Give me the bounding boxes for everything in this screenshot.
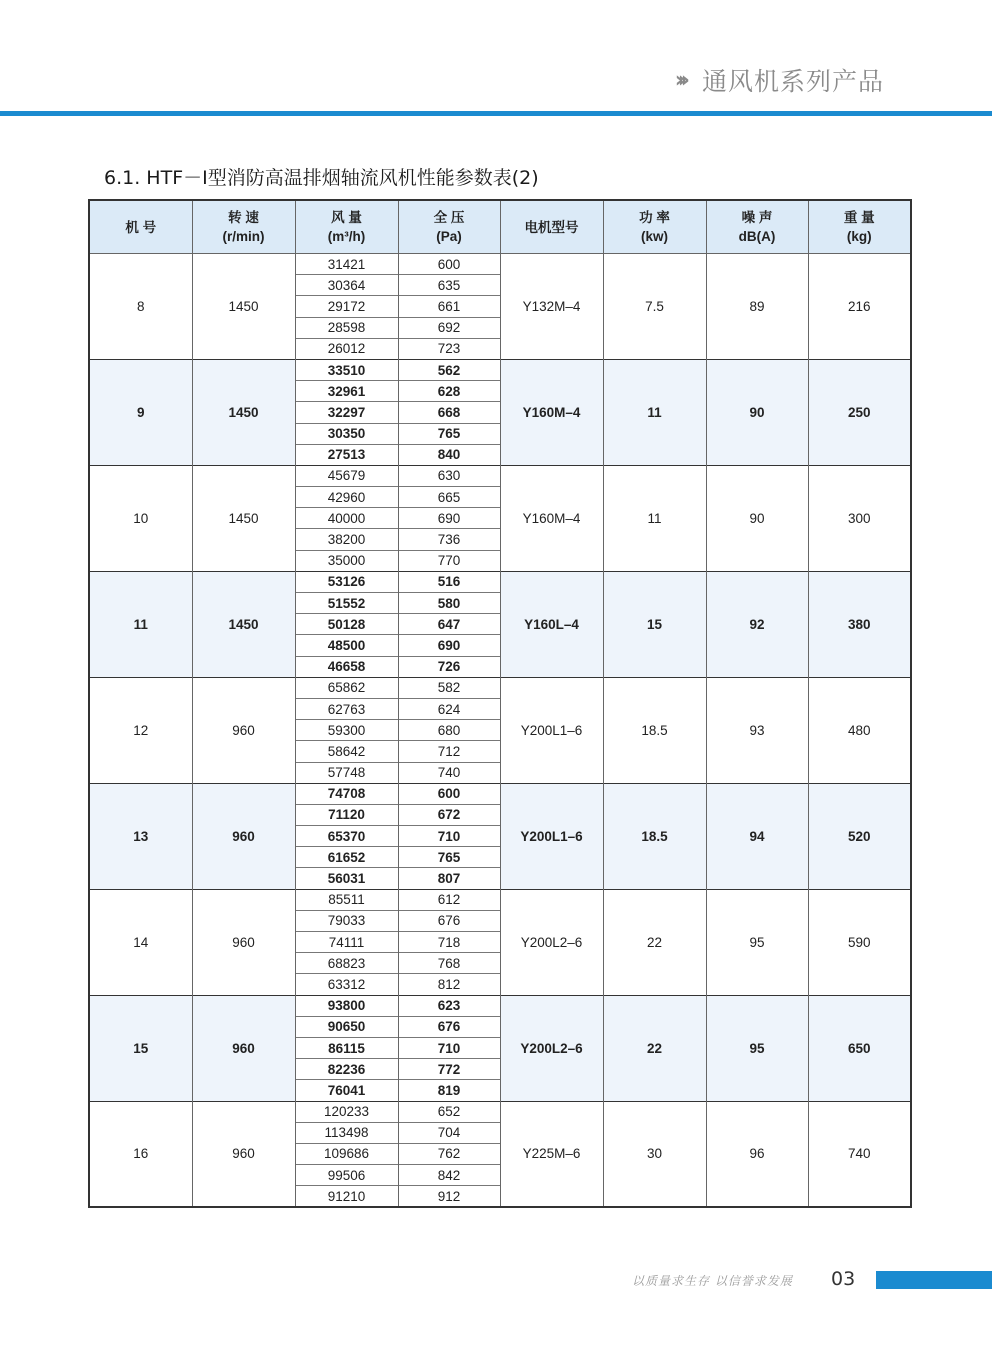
fan-number-cell: 10: [89, 465, 192, 571]
motor-model-cell: Y200L2–6: [500, 995, 603, 1101]
airflow-cell: 86115: [295, 1037, 398, 1058]
table-row: [89, 254, 911, 275]
pressure-cell: 736: [398, 529, 500, 550]
pressure-cell: 665: [398, 487, 500, 508]
col-header-power: 功 率 (kw): [603, 200, 706, 254]
speed-cell: 1450: [192, 254, 295, 360]
pressure-cell: 672: [398, 804, 500, 825]
fan-number-cell: 14: [89, 889, 192, 995]
fan-number-cell: 8: [89, 254, 192, 360]
airflow-cell: 65862: [295, 677, 398, 698]
pressure-cell: 710: [398, 1037, 500, 1058]
pressure-cell: 692: [398, 317, 500, 338]
noise-cell: 95: [706, 889, 808, 995]
fan-number-cell: 16: [89, 1101, 192, 1207]
power-cell: 30: [603, 1101, 706, 1207]
footer-bar: [876, 1271, 992, 1289]
fan-number-cell: 13: [89, 783, 192, 889]
speed-cell: 1450: [192, 359, 295, 465]
table-header-row: [89, 200, 911, 254]
airflow-cell: 62763: [295, 698, 398, 719]
noise-cell: 94: [706, 783, 808, 889]
pressure-cell: 765: [398, 423, 500, 444]
pressure-cell: 635: [398, 275, 500, 296]
airflow-cell: 58642: [295, 741, 398, 762]
power-cell: 11: [603, 465, 706, 571]
pressure-cell: 718: [398, 932, 500, 953]
footer-slogan: 以质量求生存 以信誉求发展: [632, 1274, 793, 1288]
pressure-cell: 768: [398, 953, 500, 974]
weight-cell: 650: [808, 995, 911, 1101]
speed-cell: 1450: [192, 465, 295, 571]
speed-cell: 960: [192, 677, 295, 783]
pressure-cell: 840: [398, 444, 500, 465]
airflow-cell: 31421: [295, 254, 398, 275]
airflow-cell: 53126: [295, 571, 398, 592]
pressure-cell: 704: [398, 1122, 500, 1143]
motor-model-cell: Y200L1–6: [500, 783, 603, 889]
col-header-speed: 转 速 (r/min): [192, 200, 295, 254]
pressure-cell: 661: [398, 296, 500, 317]
power-cell: 18.5: [603, 677, 706, 783]
airflow-cell: 27513: [295, 444, 398, 465]
col-header-weight: 重 量 (kg): [808, 200, 911, 254]
pressure-cell: 623: [398, 995, 500, 1016]
pressure-cell: 647: [398, 614, 500, 635]
noise-cell: 93: [706, 677, 808, 783]
airflow-cell: 76041: [295, 1080, 398, 1101]
pressure-cell: 612: [398, 889, 500, 910]
pressure-cell: 652: [398, 1101, 500, 1122]
weight-cell: 590: [808, 889, 911, 995]
noise-cell: 90: [706, 359, 808, 465]
airflow-cell: 46658: [295, 656, 398, 677]
pressure-cell: 600: [398, 783, 500, 804]
airflow-cell: 82236: [295, 1059, 398, 1080]
motor-model-cell: Y160L–4: [500, 571, 603, 677]
noise-cell: 90: [706, 465, 808, 571]
page-header: [675, 62, 884, 98]
motor-model-cell: Y200L2–6: [500, 889, 603, 995]
motor-model-cell: Y225M–6: [500, 1101, 603, 1207]
weight-cell: 380: [808, 571, 911, 677]
motor-model-cell: Y132M–4: [500, 254, 603, 360]
airflow-cell: 61652: [295, 847, 398, 868]
weight-cell: 250: [808, 359, 911, 465]
pressure-cell: 680: [398, 720, 500, 741]
pressure-cell: 516: [398, 571, 500, 592]
pressure-cell: 562: [398, 359, 500, 380]
table-title: 6.1. HTF－Ⅰ型消防高温排烟轴流风机性能参数表(2): [104, 167, 539, 189]
pressure-cell: 912: [398, 1186, 500, 1208]
header-rule: [0, 111, 992, 116]
table-row: [89, 359, 911, 380]
power-cell: 22: [603, 889, 706, 995]
airflow-cell: 90650: [295, 1016, 398, 1037]
table-row: [89, 465, 911, 486]
col-header-no: 机 号: [89, 200, 192, 254]
weight-cell: 520: [808, 783, 911, 889]
table-row: [89, 995, 911, 1016]
weight-cell: 300: [808, 465, 911, 571]
table-row: [89, 677, 911, 698]
noise-cell: 95: [706, 995, 808, 1101]
airflow-cell: 99506: [295, 1165, 398, 1186]
airflow-cell: 35000: [295, 550, 398, 571]
pressure-cell: 726: [398, 656, 500, 677]
speed-cell: 960: [192, 889, 295, 995]
pressure-cell: 676: [398, 910, 500, 931]
pressure-cell: 668: [398, 402, 500, 423]
airflow-cell: 74708: [295, 783, 398, 804]
airflow-cell: 74111: [295, 932, 398, 953]
col-header-pressure: 全 压 (Pa): [398, 200, 500, 254]
motor-model-cell: Y160M–4: [500, 465, 603, 571]
airflow-cell: 57748: [295, 762, 398, 783]
fan-number-cell: 11: [89, 571, 192, 677]
airflow-cell: 42960: [295, 487, 398, 508]
pressure-cell: 762: [398, 1143, 500, 1164]
airflow-cell: 29172: [295, 296, 398, 317]
pressure-cell: 690: [398, 508, 500, 529]
airflow-cell: 79033: [295, 910, 398, 931]
pressure-cell: 710: [398, 826, 500, 847]
airflow-cell: 71120: [295, 804, 398, 825]
table-row: [89, 889, 911, 910]
table-row: [89, 1101, 911, 1122]
airflow-cell: 59300: [295, 720, 398, 741]
pressure-cell: 772: [398, 1059, 500, 1080]
airflow-cell: 32297: [295, 402, 398, 423]
airflow-cell: 68823: [295, 953, 398, 974]
performance-table: [88, 199, 912, 1208]
airflow-cell: 30364: [295, 275, 398, 296]
fan-number-cell: 12: [89, 677, 192, 783]
pressure-cell: 812: [398, 974, 500, 995]
speed-cell: 960: [192, 1101, 295, 1207]
pressure-cell: 582: [398, 677, 500, 698]
table-body: [89, 254, 911, 1208]
motor-model-cell: Y160M–4: [500, 359, 603, 465]
weight-cell: 216: [808, 254, 911, 360]
airflow-cell: 109686: [295, 1143, 398, 1164]
pressure-cell: 723: [398, 338, 500, 359]
pressure-cell: 842: [398, 1165, 500, 1186]
table-row: [89, 783, 911, 804]
power-cell: 11: [603, 359, 706, 465]
speed-cell: 960: [192, 995, 295, 1101]
power-cell: 15: [603, 571, 706, 677]
motor-model-cell: Y200L1–6: [500, 677, 603, 783]
pressure-cell: 600: [398, 254, 500, 275]
pressure-cell: 765: [398, 847, 500, 868]
pressure-cell: 770: [398, 550, 500, 571]
airflow-cell: 26012: [295, 338, 398, 359]
pressure-cell: 807: [398, 868, 500, 889]
page-number: 03: [831, 1268, 856, 1290]
noise-cell: 92: [706, 571, 808, 677]
noise-cell: 96: [706, 1101, 808, 1207]
airflow-cell: 33510: [295, 359, 398, 380]
airflow-cell: 40000: [295, 508, 398, 529]
power-cell: 7.5: [603, 254, 706, 360]
table-row: [89, 571, 911, 592]
pressure-cell: 580: [398, 593, 500, 614]
airflow-cell: 65370: [295, 826, 398, 847]
weight-cell: 480: [808, 677, 911, 783]
noise-cell: 89: [706, 254, 808, 360]
weight-cell: 740: [808, 1101, 911, 1207]
airflow-cell: 48500: [295, 635, 398, 656]
airflow-cell: 30350: [295, 423, 398, 444]
col-header-motor: 电机型号: [500, 200, 603, 254]
pressure-cell: 676: [398, 1016, 500, 1037]
airflow-cell: 93800: [295, 995, 398, 1016]
fan-number-cell: 9: [89, 359, 192, 465]
airflow-cell: 28598: [295, 317, 398, 338]
chevrons-icon: ›››: [674, 67, 684, 93]
airflow-cell: 120233: [295, 1101, 398, 1122]
speed-cell: 1450: [192, 571, 295, 677]
fan-number-cell: 15: [89, 995, 192, 1101]
col-header-airflow: 风 量 (m³/h): [295, 200, 398, 254]
airflow-cell: 50128: [295, 614, 398, 635]
pressure-cell: 819: [398, 1080, 500, 1101]
power-cell: 22: [603, 995, 706, 1101]
pressure-cell: 690: [398, 635, 500, 656]
power-cell: 18.5: [603, 783, 706, 889]
airflow-cell: 63312: [295, 974, 398, 995]
pressure-cell: 630: [398, 465, 500, 486]
pressure-cell: 624: [398, 698, 500, 719]
airflow-cell: 45679: [295, 465, 398, 486]
pressure-cell: 740: [398, 762, 500, 783]
header-title: 通风机系列产品: [701, 67, 884, 96]
airflow-cell: 85511: [295, 889, 398, 910]
airflow-cell: 113498: [295, 1122, 398, 1143]
airflow-cell: 51552: [295, 593, 398, 614]
col-header-noise: 噪 声 dB(A): [706, 200, 808, 254]
speed-cell: 960: [192, 783, 295, 889]
airflow-cell: 32961: [295, 381, 398, 402]
airflow-cell: 91210: [295, 1186, 398, 1208]
airflow-cell: 38200: [295, 529, 398, 550]
pressure-cell: 712: [398, 741, 500, 762]
airflow-cell: 56031: [295, 868, 398, 889]
pressure-cell: 628: [398, 381, 500, 402]
